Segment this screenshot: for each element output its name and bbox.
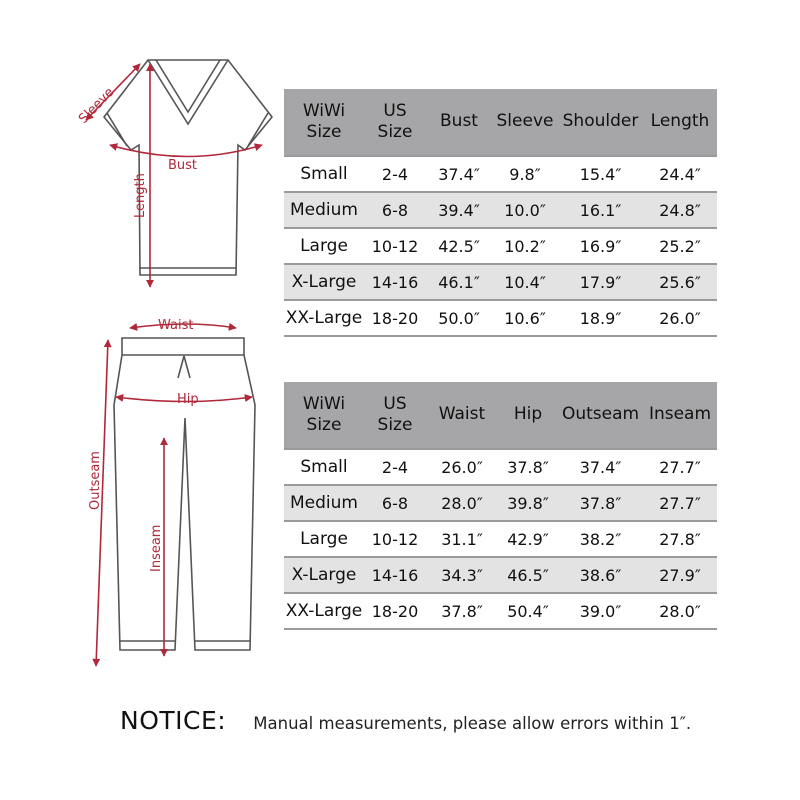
- length-label: Length: [133, 173, 148, 218]
- table-row: [284, 593, 717, 629]
- table-cell: Medium: [284, 485, 364, 521]
- notice-text: Manual measurements, please allow errors within 1″.: [253, 714, 692, 733]
- table-cell: 27.7″: [643, 449, 717, 485]
- bottom-table-header: [284, 382, 717, 449]
- table-cell: Small: [284, 156, 364, 192]
- table-row: [284, 521, 717, 557]
- table-row: [284, 300, 717, 336]
- table-cell: 27.9″: [643, 557, 717, 593]
- table-cell: X-Large: [284, 557, 364, 593]
- table-cell: 10.2″: [492, 228, 558, 264]
- table-cell: 10-12: [364, 228, 426, 264]
- table-cell: 15.4″: [558, 156, 643, 192]
- table-row: [284, 264, 717, 300]
- table-cell: XX-Large: [284, 593, 364, 629]
- outseam-label: Outseam: [88, 451, 103, 510]
- table-cell: 18-20: [364, 593, 426, 629]
- table-cell: 31.1″: [426, 521, 498, 557]
- table-row: [284, 449, 717, 485]
- table-cell: Large: [284, 228, 364, 264]
- table-cell: 9.8″: [492, 156, 558, 192]
- table-cell: 50.4″: [498, 593, 558, 629]
- header-outseam: Outseam: [558, 382, 643, 449]
- table-row: [284, 557, 717, 593]
- table-cell: 42.9″: [498, 521, 558, 557]
- table-cell: 37.4″: [558, 449, 643, 485]
- bottom-size-table: [284, 382, 717, 630]
- header-wiwi-size: WiWi Size: [284, 89, 364, 156]
- hip-label: Hip: [177, 392, 199, 407]
- table-cell: 37.8″: [426, 593, 498, 629]
- table-cell: 25.2″: [643, 228, 717, 264]
- sleeve-label: Sleeve: [76, 85, 118, 127]
- header-us-size: US Size: [364, 89, 426, 156]
- top-size-table: [284, 89, 717, 337]
- table-cell: 27.7″: [643, 485, 717, 521]
- table-cell: 16.1″: [558, 192, 643, 228]
- header-length: Length: [643, 89, 717, 156]
- table-cell: 6-8: [364, 192, 426, 228]
- table-cell: 2-4: [364, 449, 426, 485]
- table-cell: 10.6″: [492, 300, 558, 336]
- table-cell: 16.9″: [558, 228, 643, 264]
- header-bust: Bust: [426, 89, 492, 156]
- table-cell: 10-12: [364, 521, 426, 557]
- table-cell: 27.8″: [643, 521, 717, 557]
- table-row: [284, 228, 717, 264]
- table-cell: 37.8″: [558, 485, 643, 521]
- table-cell: 28.0″: [426, 485, 498, 521]
- table-cell: 10.4″: [492, 264, 558, 300]
- table-cell: 38.6″: [558, 557, 643, 593]
- header-shoulder: Shoulder: [558, 89, 643, 156]
- table-cell: Medium: [284, 192, 364, 228]
- table-cell: Large: [284, 521, 364, 557]
- waist-label: Waist: [158, 318, 194, 333]
- pants-illustration: [114, 338, 255, 650]
- table-cell: 46.1″: [426, 264, 492, 300]
- table-cell: 2-4: [364, 156, 426, 192]
- table-cell: 24.8″: [643, 192, 717, 228]
- table-cell: 14-16: [364, 557, 426, 593]
- notice: [120, 706, 691, 735]
- table-cell: 14-16: [364, 264, 426, 300]
- table-cell: 18.9″: [558, 300, 643, 336]
- table-cell: 42.5″: [426, 228, 492, 264]
- table-cell: 24.4″: [643, 156, 717, 192]
- notice-label: NOTICE:: [120, 706, 227, 735]
- header-sleeve: Sleeve: [492, 89, 558, 156]
- table-cell: 34.3″: [426, 557, 498, 593]
- table-row: [284, 485, 717, 521]
- table-cell: 26.0″: [643, 300, 717, 336]
- top-table-header: [284, 89, 717, 156]
- header-inseam: Inseam: [643, 382, 717, 449]
- table-cell: 18-20: [364, 300, 426, 336]
- table-cell: 17.9″: [558, 264, 643, 300]
- table-row: [284, 156, 717, 192]
- table-cell: 28.0″: [643, 593, 717, 629]
- table-cell: 50.0″: [426, 300, 492, 336]
- table-cell: X-Large: [284, 264, 364, 300]
- table-cell: 37.8″: [498, 449, 558, 485]
- table-cell: 37.4″: [426, 156, 492, 192]
- table-cell: 39.8″: [498, 485, 558, 521]
- table-cell: 39.0″: [558, 593, 643, 629]
- table-cell: 10.0″: [492, 192, 558, 228]
- bust-label: Bust: [168, 158, 198, 173]
- table-cell: 46.5″: [498, 557, 558, 593]
- table-cell: 38.2″: [558, 521, 643, 557]
- table-cell: 25.6″: [643, 264, 717, 300]
- header-hip: Hip: [498, 382, 558, 449]
- table-cell: 26.0″: [426, 449, 498, 485]
- header-waist: Waist: [426, 382, 498, 449]
- header-wiwi-size: WiWi Size: [284, 382, 364, 449]
- table-cell: 6-8: [364, 485, 426, 521]
- garment-diagrams: [0, 0, 280, 700]
- table-cell: 39.4″: [426, 192, 492, 228]
- header-us-size: US Size: [364, 382, 426, 449]
- inseam-label: Inseam: [149, 524, 164, 572]
- table-row: [284, 192, 717, 228]
- table-cell: XX-Large: [284, 300, 364, 336]
- table-cell: Small: [284, 449, 364, 485]
